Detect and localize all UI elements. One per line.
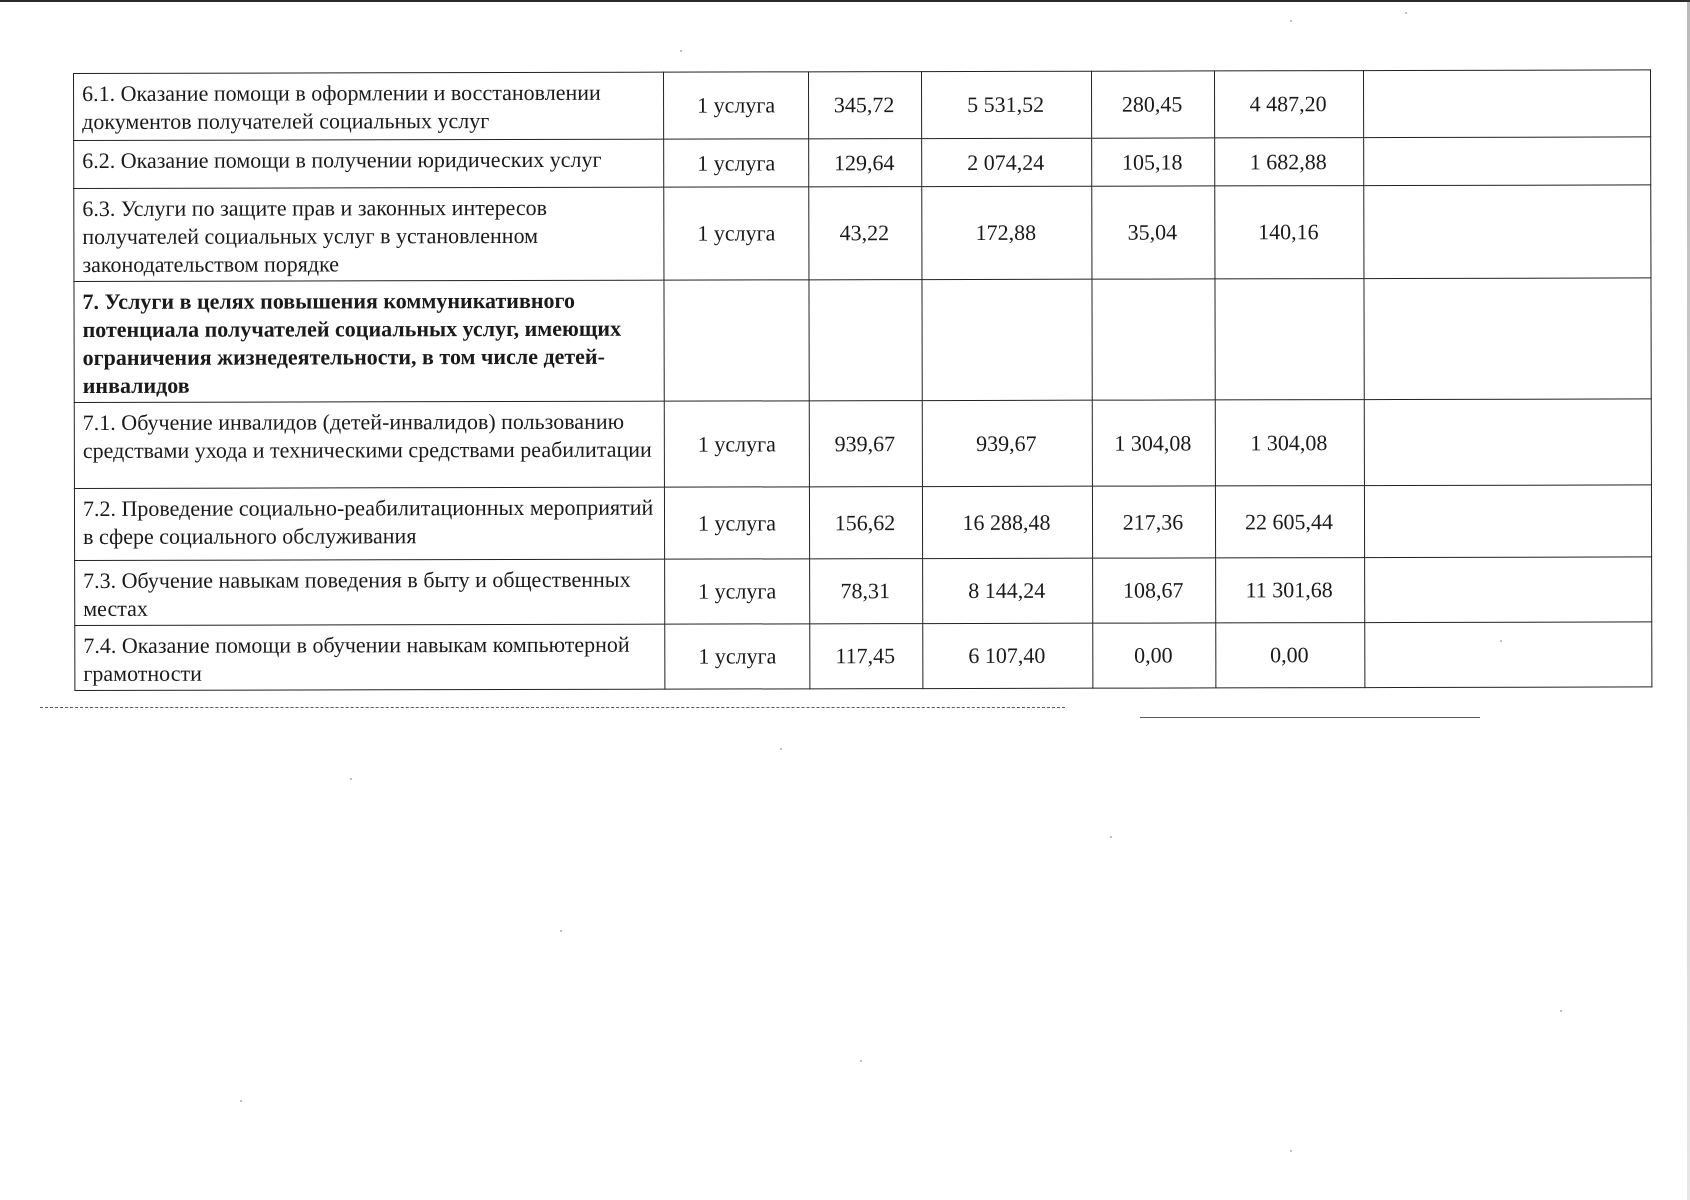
total-value: 4 487,20 xyxy=(1214,71,1363,138)
section-row xyxy=(74,278,1651,403)
note-cell xyxy=(1364,185,1651,279)
note-cell xyxy=(1365,557,1652,623)
price-value: 345,72 xyxy=(808,72,921,139)
service-unit: 1 услуга xyxy=(664,139,809,187)
note-cell xyxy=(1364,399,1651,486)
total-value: 5 531,52 xyxy=(921,71,1091,138)
price-value: 217,36 xyxy=(1092,486,1215,558)
price-value: 280,45 xyxy=(1091,71,1214,138)
service-name: 6.1. Оказание помощи в оформлении и восстановлении документов получателей социальных услуг xyxy=(74,72,664,140)
service-unit: 1 услуга xyxy=(664,187,809,280)
scan-speck xyxy=(860,1060,862,1062)
table-row xyxy=(75,622,1652,691)
service-name: 6.3. Услуги по защите прав и законных интересов получателей социальных услуг в установленном законодательством порядке xyxy=(74,187,664,281)
total-value: 8 144,24 xyxy=(923,558,1093,623)
scan-speck xyxy=(350,778,352,780)
service-unit: 1 услуга xyxy=(663,72,808,139)
table-row xyxy=(74,485,1651,561)
scan-speck xyxy=(680,50,682,52)
price-value: 117,45 xyxy=(810,624,923,689)
service-name: 7.3. Обучение навыкам поведения в быту и общественных местах xyxy=(75,559,665,625)
scan-speck xyxy=(1110,836,1112,838)
service-unit: 1 услуга xyxy=(664,401,809,487)
total-value xyxy=(1215,279,1364,400)
table-row xyxy=(74,70,1651,141)
price-value: 0,00 xyxy=(1093,623,1216,688)
price-value: 108,67 xyxy=(1093,558,1216,623)
note-cell xyxy=(1363,70,1650,138)
price-value: 105,18 xyxy=(1092,138,1215,186)
price-value: 78,31 xyxy=(810,559,923,624)
table-row xyxy=(75,557,1652,626)
total-value: 0,00 xyxy=(1216,623,1365,688)
total-value: 6 107,40 xyxy=(923,623,1093,688)
table-row xyxy=(74,137,1651,189)
total-value: 140,16 xyxy=(1215,186,1364,279)
total-value: 11 301,68 xyxy=(1216,558,1365,623)
scan-edge-top xyxy=(0,0,1690,2)
total-value: 939,67 xyxy=(922,400,1092,486)
note-cell xyxy=(1364,485,1651,558)
section-heading: 7. Услуги в целях повышения коммуникативного потенциала получателей социальных услуг, имеющих ограничения жизнедеятельности, в том числе детей-инвалидов xyxy=(74,280,664,402)
price-value: 939,67 xyxy=(809,401,922,487)
service-unit xyxy=(664,280,809,401)
scan-speck xyxy=(240,1100,242,1102)
total-value xyxy=(922,279,1092,400)
table-row xyxy=(74,399,1651,489)
scan-speck xyxy=(780,748,782,750)
note-cell xyxy=(1364,137,1651,186)
scan-dashed-line xyxy=(40,707,1065,708)
total-value: 1 304,08 xyxy=(1215,400,1364,486)
scan-speck xyxy=(1500,640,1502,642)
scan-speck xyxy=(1560,1010,1562,1012)
price-value: 43,22 xyxy=(809,187,922,280)
service-unit: 1 услуга xyxy=(665,624,810,689)
service-name: 7.1. Обучение инвалидов (детей-инвалидов) пользованию средствами ухода и техническими средствами реабилитации xyxy=(74,401,664,488)
price-value: 1 304,08 xyxy=(1092,400,1215,486)
service-name: 7.2. Проведение социально-реабилитационных мероприятий в сфере социального обслуживания xyxy=(74,487,664,560)
table-row xyxy=(74,185,1651,282)
service-unit: 1 услуга xyxy=(665,559,810,624)
price-value: 156,62 xyxy=(809,487,922,559)
total-value: 1 682,88 xyxy=(1215,138,1364,186)
total-value: 16 288,48 xyxy=(922,486,1092,558)
price-value xyxy=(1092,279,1215,400)
scan-dashed-line xyxy=(1140,717,1480,718)
scan-speck xyxy=(560,930,562,932)
total-value: 172,88 xyxy=(922,186,1092,279)
price-value: 129,64 xyxy=(809,139,922,187)
total-value: 2 074,24 xyxy=(922,138,1092,186)
service-unit: 1 услуга xyxy=(664,487,809,559)
scan-speck xyxy=(1290,20,1292,22)
total-value: 22 605,44 xyxy=(1215,486,1364,558)
price-value xyxy=(809,280,922,401)
note-cell xyxy=(1365,622,1652,688)
scan-speck xyxy=(1405,12,1407,14)
note-cell xyxy=(1364,278,1651,400)
price-value: 35,04 xyxy=(1092,186,1215,279)
scan-speck xyxy=(1290,1150,1292,1152)
service-name: 7.4. Оказание помощи в обучении навыкам компьютерной грамотности xyxy=(75,624,665,690)
service-name: 6.2. Оказание помощи в получении юридических услуг xyxy=(74,139,664,188)
services-table xyxy=(73,69,1652,691)
